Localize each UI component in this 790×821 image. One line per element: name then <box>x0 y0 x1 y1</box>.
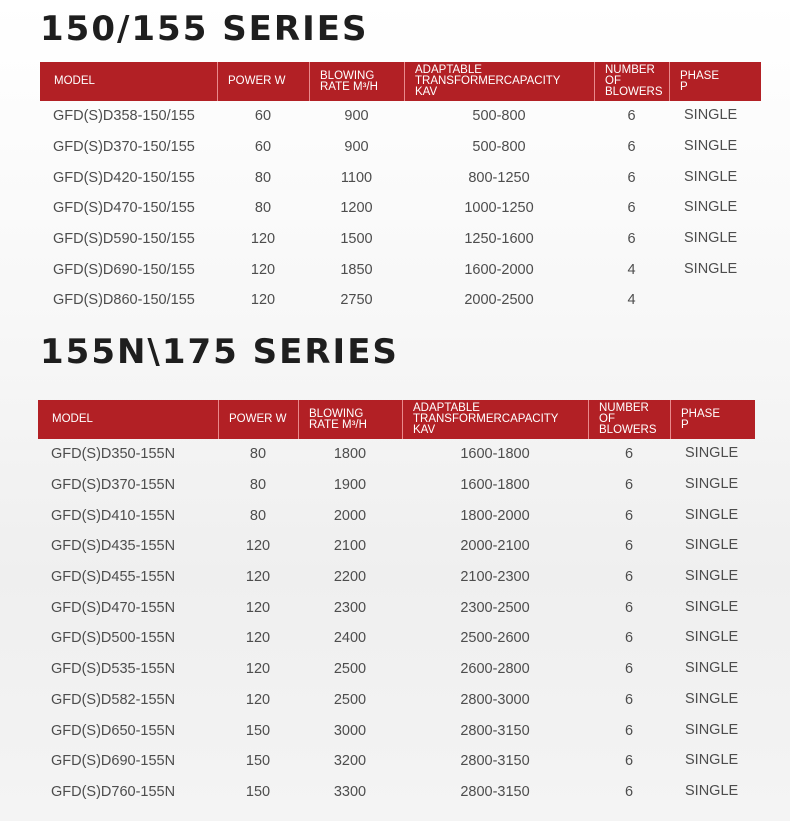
header-transformer-capacity: ADAPTABLE TRANSFORMERCAPACITY KAV <box>404 62 594 101</box>
cell-power: 80 <box>249 446 267 463</box>
cell-number-of-blowers: 6 <box>627 169 636 186</box>
cell-blowing-rate: 1850 <box>340 261 373 278</box>
cell-number-of-blowers: 6 <box>624 722 634 739</box>
cell-blowing-rate: 2300 <box>333 599 367 616</box>
table-body <box>40 101 761 316</box>
cell-blowing-rate: 1200 <box>340 200 373 217</box>
table-row <box>40 162 761 193</box>
series-155n-175-table <box>38 400 755 807</box>
header-model: MODEL <box>54 75 95 87</box>
cell-transformer-capacity: 2500-2600 <box>460 630 530 647</box>
table-row <box>38 562 755 593</box>
cell-blowing-rate: 900 <box>344 139 369 156</box>
cell-model: GFD(S)D470-150/155 <box>53 200 195 217</box>
cell-model: GFD(S)D370-150/155 <box>53 139 195 156</box>
cell-phase: SINGLE <box>685 782 739 799</box>
cell-transformer-capacity: 1000-1250 <box>464 200 534 217</box>
table-row <box>40 132 761 163</box>
cell-number-of-blowers: 6 <box>627 200 636 217</box>
cell-model: GFD(S)D370-155N <box>51 477 176 494</box>
cell-phase: SINGLE <box>685 506 739 523</box>
cell-power: 80 <box>249 477 267 494</box>
header-model: MODEL <box>52 413 93 425</box>
cell-phase: SINGLE <box>684 260 738 277</box>
cell-blowing-rate: 2100 <box>333 538 367 555</box>
cell-phase: SINGLE <box>685 476 739 493</box>
series-150-155-table <box>40 62 761 316</box>
cell-phase: SINGLE <box>684 199 738 216</box>
table-row <box>38 531 755 562</box>
cell-phase: SINGLE <box>685 568 739 585</box>
cell-model: GFD(S)D860-150/155 <box>53 292 195 309</box>
cell-number-of-blowers: 6 <box>624 477 634 494</box>
cell-blowing-rate: 2500 <box>333 691 367 708</box>
cell-number-of-blowers: 4 <box>627 292 636 309</box>
cell-number-of-blowers: 6 <box>627 231 636 248</box>
table-row <box>40 285 761 316</box>
cell-power: 80 <box>254 169 272 186</box>
cell-transformer-capacity: 2800-3150 <box>460 783 530 800</box>
cell-transformer-capacity: 2600-2800 <box>460 661 530 678</box>
header-transformer-capacity: ADAPTABLE TRANSFORMERCAPACITY KAV <box>402 400 588 439</box>
table-row <box>38 685 755 716</box>
cell-number-of-blowers: 6 <box>624 569 634 586</box>
cell-number-of-blowers: 6 <box>627 108 636 125</box>
cell-number-of-blowers: 6 <box>624 538 634 555</box>
cell-number-of-blowers: 6 <box>627 139 636 156</box>
cell-transformer-capacity: 2800-3150 <box>460 722 530 739</box>
cell-phase: SINGLE <box>685 445 739 462</box>
cell-model: GFD(S)D590-150/155 <box>53 231 195 248</box>
cell-power: 120 <box>245 538 271 555</box>
cell-model: GFD(S)D455-155N <box>51 569 176 586</box>
cell-model: GFD(S)D535-155N <box>51 661 176 678</box>
cell-power: 150 <box>245 753 271 770</box>
cell-blowing-rate: 3000 <box>333 722 367 739</box>
cell-model: GFD(S)D690-155N <box>51 753 176 770</box>
cell-power: 120 <box>250 292 276 309</box>
cell-power: 60 <box>254 139 272 156</box>
table-row <box>38 470 755 501</box>
header-power: POWER W <box>218 400 298 439</box>
cell-model: GFD(S)D582-155N <box>51 691 176 708</box>
cell-transformer-capacity: 1600-1800 <box>460 477 530 494</box>
cell-transformer-capacity: 1800-2000 <box>460 507 530 524</box>
cell-power: 120 <box>245 661 271 678</box>
cell-model: GFD(S)D470-155N <box>51 599 176 616</box>
cell-model: GFD(S)D358-150/155 <box>53 108 195 125</box>
table-row <box>38 746 755 777</box>
cell-power: 120 <box>245 599 271 616</box>
header-number-of-blowers: NUMBER OF BLOWERS <box>588 400 670 439</box>
cell-power: 120 <box>250 261 276 278</box>
cell-phase: SINGLE <box>685 690 739 707</box>
table-row <box>40 224 761 255</box>
cell-phase: SINGLE <box>684 168 738 185</box>
cell-transformer-capacity: 800-1250 <box>468 169 530 186</box>
cell-power: 80 <box>249 507 267 524</box>
cell-number-of-blowers: 6 <box>624 630 634 647</box>
cell-model: GFD(S)D410-155N <box>51 507 176 524</box>
table-row <box>38 654 755 685</box>
cell-number-of-blowers: 6 <box>624 599 634 616</box>
cell-transformer-capacity: 500-800 <box>472 108 526 125</box>
cell-power: 120 <box>245 691 271 708</box>
cell-phase: SINGLE <box>684 230 738 247</box>
cell-power: 120 <box>250 231 276 248</box>
cell-phase: SINGLE <box>685 537 739 554</box>
cell-phase: SINGLE <box>685 598 739 615</box>
table-row <box>38 500 755 531</box>
cell-transformer-capacity: 1600-2000 <box>464 261 534 278</box>
cell-transformer-capacity: 500-800 <box>472 139 526 156</box>
cell-blowing-rate: 3300 <box>333 783 367 800</box>
header-phase: PHASE P <box>669 62 761 101</box>
cell-power: 80 <box>254 200 272 217</box>
cell-blowing-rate: 900 <box>344 108 369 125</box>
cell-power: 120 <box>245 569 271 586</box>
table-row <box>40 101 761 132</box>
cell-blowing-rate: 1100 <box>340 169 373 186</box>
cell-model: GFD(S)D500-155N <box>51 630 176 647</box>
cell-blowing-rate: 1800 <box>333 446 367 463</box>
cell-model: GFD(S)D420-150/155 <box>53 169 195 186</box>
cell-number-of-blowers: 6 <box>624 446 634 463</box>
table-row <box>38 777 755 808</box>
cell-model: GFD(S)D350-155N <box>51 446 176 463</box>
cell-blowing-rate: 1500 <box>340 231 373 248</box>
cell-model: GFD(S)D690-150/155 <box>53 261 195 278</box>
series-150-155-title: 150/155 SERIES <box>40 9 369 49</box>
header-number-of-blowers: NUMBER OF BLOWERS <box>594 62 669 101</box>
cell-model: GFD(S)D760-155N <box>51 783 176 800</box>
series-155n-175-title: 155N\175 SERIES <box>40 332 399 372</box>
table-row <box>38 439 755 470</box>
cell-blowing-rate: 2400 <box>333 630 367 647</box>
cell-phase: SINGLE <box>685 752 739 769</box>
cell-phase: SINGLE <box>685 721 739 738</box>
cell-blowing-rate: 2000 <box>333 507 367 524</box>
header-blowing-rate: BLOWING RATE M³/H <box>298 400 402 439</box>
cell-transformer-capacity: 1600-1800 <box>460 446 530 463</box>
cell-transformer-capacity: 2000-2500 <box>464 292 534 309</box>
table-row <box>40 193 761 224</box>
cell-number-of-blowers: 6 <box>624 661 634 678</box>
cell-number-of-blowers: 6 <box>624 507 634 524</box>
cell-blowing-rate: 1900 <box>333 477 367 494</box>
header-blowing-rate: BLOWING RATE M³/H <box>309 62 404 101</box>
cell-phase: SINGLE <box>684 138 738 155</box>
cell-phase: SINGLE <box>684 107 738 124</box>
table-header <box>38 400 755 439</box>
cell-model: GFD(S)D435-155N <box>51 538 176 555</box>
header-power: POWER W <box>217 62 309 101</box>
table-body <box>38 439 755 807</box>
cell-number-of-blowers: 6 <box>624 691 634 708</box>
cell-transformer-capacity: 2800-3150 <box>460 753 530 770</box>
cell-power: 150 <box>245 783 271 800</box>
cell-phase: SINGLE <box>685 629 739 646</box>
table-row <box>40 254 761 285</box>
table-row <box>38 592 755 623</box>
cell-number-of-blowers: 6 <box>624 783 634 800</box>
table-row <box>38 715 755 746</box>
cell-transformer-capacity: 1250-1600 <box>464 231 534 248</box>
cell-blowing-rate: 2750 <box>340 292 373 309</box>
header-phase: PHASE P <box>670 400 755 439</box>
cell-phase: SINGLE <box>685 660 739 677</box>
cell-transformer-capacity: 2100-2300 <box>460 569 530 586</box>
cell-transformer-capacity: 2800-3000 <box>460 691 530 708</box>
cell-transformer-capacity: 2000-2100 <box>460 538 530 555</box>
cell-power: 60 <box>254 108 272 125</box>
cell-power: 120 <box>245 630 271 647</box>
cell-blowing-rate: 2200 <box>333 569 367 586</box>
cell-blowing-rate: 3200 <box>333 753 367 770</box>
cell-transformer-capacity: 2300-2500 <box>460 599 530 616</box>
cell-power: 150 <box>245 722 271 739</box>
table-header <box>40 62 761 101</box>
table-row <box>38 623 755 654</box>
cell-blowing-rate: 2500 <box>333 661 367 678</box>
cell-phase <box>669 283 761 316</box>
cell-number-of-blowers: 6 <box>624 753 634 770</box>
cell-number-of-blowers: 4 <box>627 261 636 278</box>
cell-model: GFD(S)D650-155N <box>51 722 176 739</box>
